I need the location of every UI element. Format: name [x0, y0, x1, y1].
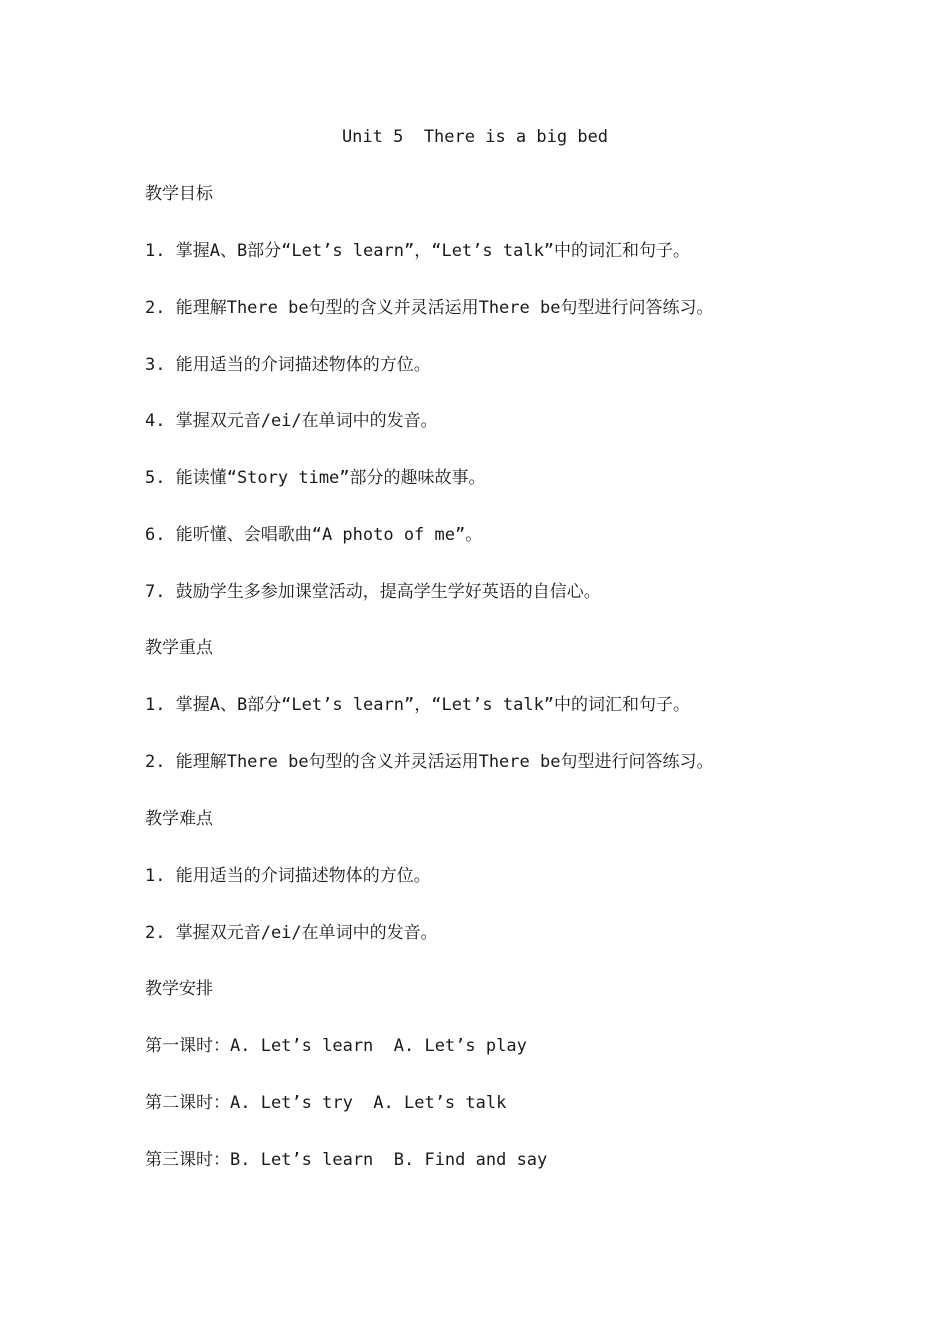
objective-item: 5. 能读懂“Story time”部分的趣味故事。	[145, 468, 486, 488]
schedule-item: 第三课时：B. Let’s learn B. Find and say	[145, 1150, 548, 1170]
difficulty-item: 1. 能用适当的介词描述物体的方位。	[145, 866, 431, 886]
schedule-item: 第一课时：A. Let’s learn A. Let’s play	[145, 1036, 527, 1056]
difficulty-item: 2. 掌握双元音/ei/在单词中的发音。	[145, 923, 438, 943]
difficulties-heading: 教学难点	[145, 809, 213, 829]
objective-item: 1. 掌握A、B部分“Let’s learn”，“Let’s talk”中的词汇和句子。	[145, 241, 691, 261]
key-point-item: 2. 能理解There be句型的含义并灵活运用There be句型进行问答练习。	[145, 752, 714, 772]
schedule-heading: 教学安排	[145, 979, 213, 999]
objective-item: 3. 能用适当的介词描述物体的方位。	[145, 355, 431, 375]
objective-item: 4. 掌握双元音/ei/在单词中的发音。	[145, 411, 438, 431]
objectives-heading: 教学目标	[145, 184, 213, 204]
objective-item: 6. 能听懂、会唱歌曲“A photo of me”。	[145, 525, 483, 545]
key-point-item: 1. 掌握A、B部分“Let’s learn”，“Let’s talk”中的词汇和句子。	[145, 695, 691, 715]
objective-item: 7. 鼓励学生多参加课堂活动，提高学生学好英语的自信心。	[145, 582, 601, 602]
document-title: Unit 5 There is a big bed	[341, 127, 609, 147]
schedule-item: 第二课时：A. Let’s try A. Let’s talk	[145, 1093, 507, 1113]
key-points-heading: 教学重点	[145, 638, 213, 658]
objective-item: 2. 能理解There be句型的含义并灵活运用There be句型进行问答练习。	[145, 298, 714, 318]
